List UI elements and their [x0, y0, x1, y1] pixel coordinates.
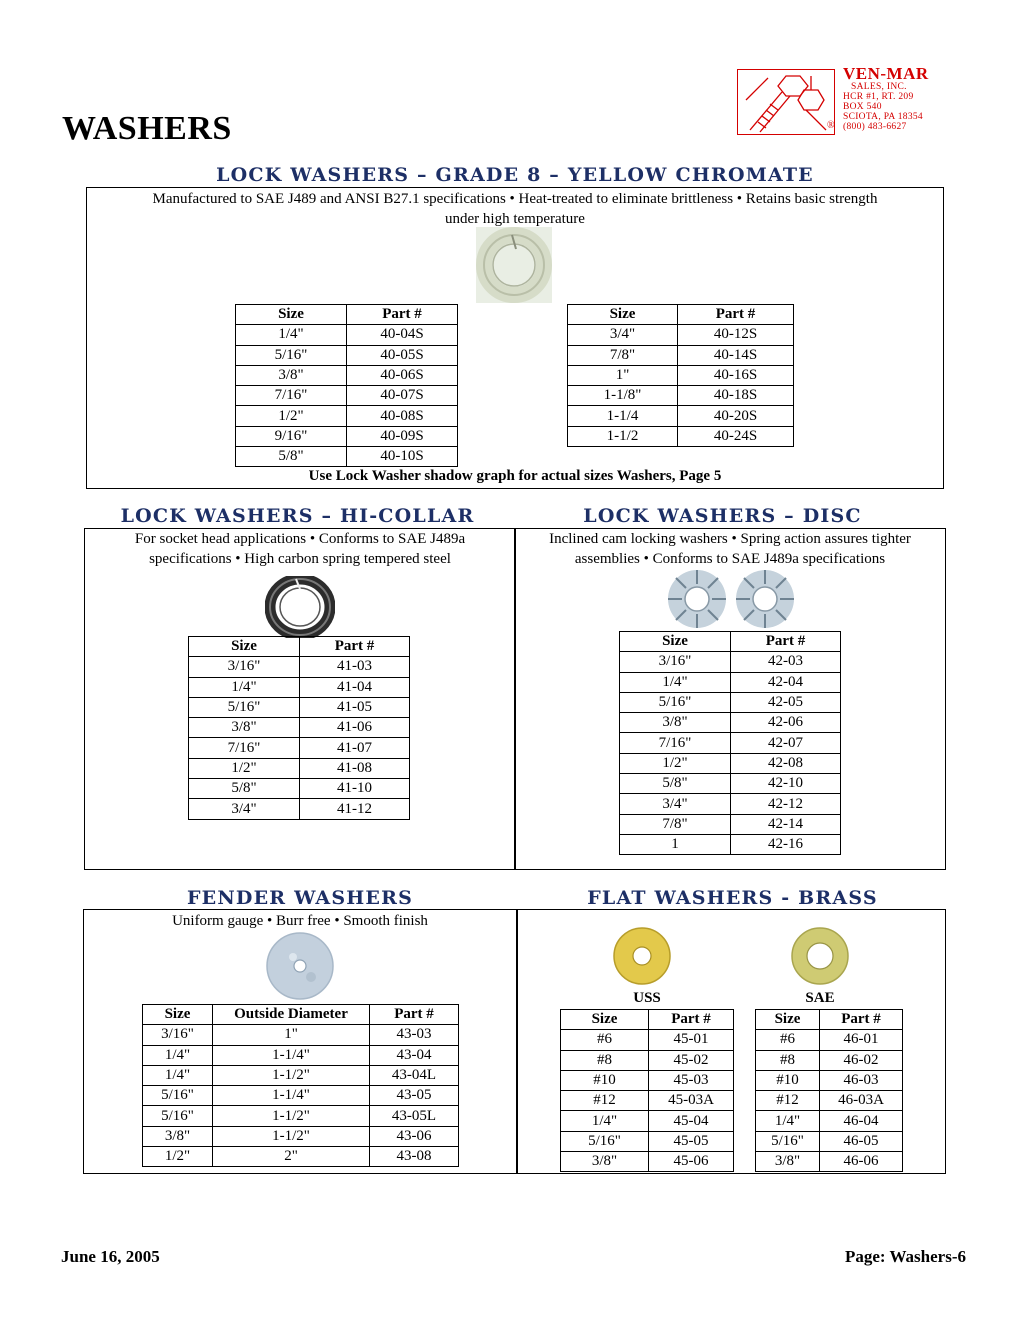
table-row	[143, 1045, 459, 1065]
logo-text	[843, 66, 929, 132]
cell-size: 3/4"	[568, 325, 678, 345]
fender-description: Uniform gauge • Burr free • Smooth finish	[172, 913, 428, 929]
cell-od: 2"	[213, 1147, 370, 1167]
cell-size: 5/16"	[143, 1086, 213, 1106]
table-row	[620, 794, 841, 814]
table-row	[189, 779, 410, 799]
header-part: Part #	[731, 632, 841, 652]
uss-label: USS	[633, 990, 661, 1006]
table-row	[236, 406, 458, 426]
table-row	[236, 447, 458, 467]
cell-size: 1	[620, 834, 731, 854]
cell-part: 43-06	[370, 1126, 459, 1146]
cell-part: 45-03	[649, 1070, 734, 1090]
table-row	[756, 1070, 903, 1090]
table-row	[756, 1111, 903, 1131]
cell-size: #8	[756, 1050, 820, 1070]
table-row	[143, 1147, 459, 1167]
cell-size: 5/16"	[620, 692, 731, 712]
table-row	[189, 677, 410, 697]
table-row	[561, 1131, 734, 1151]
cell-part: 40-09S	[347, 426, 458, 446]
cell-od: 1-1/4"	[213, 1045, 370, 1065]
table-row	[756, 1050, 903, 1070]
grade8-table-left	[235, 304, 458, 467]
disc-table	[619, 631, 841, 855]
cell-size: 1-1/4	[568, 406, 678, 426]
header-part: Part #	[678, 305, 794, 325]
cell-size: 7/8"	[620, 814, 731, 834]
table-row	[236, 365, 458, 385]
table-row	[620, 753, 841, 773]
logo-company-name: VEN-MAR	[843, 64, 929, 83]
cell-size: 1/2"	[143, 1147, 213, 1167]
header-size: Size	[568, 305, 678, 325]
table-row	[620, 834, 841, 854]
table-row	[143, 1106, 459, 1126]
cell-size: #12	[756, 1091, 820, 1111]
table-row	[143, 1126, 459, 1146]
desc-line: assemblies • Conforms to SAE J489a specifications	[574, 551, 886, 567]
registered-mark: ®	[827, 120, 835, 131]
cell-part: 40-06S	[347, 365, 458, 385]
panel-divider	[516, 909, 518, 1174]
cell-part: 41-05	[300, 697, 410, 717]
cell-part: 41-03	[300, 657, 410, 677]
table-row	[620, 652, 841, 672]
cell-part: 41-12	[300, 799, 410, 819]
cell-size: #8	[561, 1050, 649, 1070]
hicollar-description	[88, 529, 512, 569]
table-row	[189, 657, 410, 677]
cell-part: 46-03A	[820, 1091, 903, 1111]
header-size: Size	[143, 1005, 213, 1025]
footer-date: June 16, 2005	[61, 1247, 160, 1266]
table-row	[756, 1131, 903, 1151]
desc-line: For socket head applications • Conforms to SAE J489a	[134, 531, 466, 547]
cell-size: #10	[756, 1070, 820, 1090]
table-row	[568, 426, 794, 446]
table-row	[620, 814, 841, 834]
cell-size: 1/4"	[561, 1111, 649, 1131]
header-size: Size	[620, 632, 731, 652]
cell-part: 40-14S	[678, 345, 794, 365]
table-row	[568, 365, 794, 385]
grade8-note: Use Lock Washer shadow graph for actual sizes Washers, Page 5	[308, 468, 722, 484]
cell-part: 46-05	[820, 1131, 903, 1151]
cell-size: 1/4"	[236, 325, 347, 345]
logo-line: HCR #1, RT. 209	[843, 92, 914, 102]
table-row	[568, 325, 794, 345]
sae-brass-washer-image	[790, 926, 850, 986]
cell-part: 46-02	[820, 1050, 903, 1070]
cell-part: 45-01	[649, 1030, 734, 1050]
cell-size: 7/16"	[236, 386, 347, 406]
cell-size: 5/16"	[143, 1106, 213, 1126]
cell-size: 5/8"	[620, 774, 731, 794]
cell-part: 42-12	[731, 794, 841, 814]
cell-part: 41-04	[300, 677, 410, 697]
grade8-table-right	[567, 304, 794, 447]
cell-size: 7/16"	[620, 733, 731, 753]
table-row	[236, 386, 458, 406]
cell-part: 41-06	[300, 718, 410, 738]
fender-washer-image	[265, 931, 335, 1001]
table-row	[561, 1091, 734, 1111]
table-row	[620, 733, 841, 753]
section-title-disc: LOCK WASHERS – DISC	[583, 505, 862, 527]
table-row	[561, 1152, 734, 1172]
cell-size: 1-1/2	[568, 426, 678, 446]
table-row	[561, 1070, 734, 1090]
cell-part: 40-07S	[347, 386, 458, 406]
cell-size: 1/2"	[236, 406, 347, 426]
logo-line: BOX 540	[843, 102, 882, 112]
table-row	[236, 426, 458, 446]
table-row	[189, 697, 410, 717]
grade8-description	[90, 189, 940, 229]
cell-part: 42-08	[731, 753, 841, 773]
table-row	[189, 738, 410, 758]
section-title-grade8: LOCK WASHERS – GRADE 8 – YELLOW CHROMATE	[216, 164, 814, 186]
cell-size: 3/4"	[620, 794, 731, 814]
table-row	[189, 718, 410, 738]
cell-part: 46-01	[820, 1030, 903, 1050]
cell-part: 45-04	[649, 1111, 734, 1131]
cell-part: 40-08S	[347, 406, 458, 426]
cell-part: 42-16	[731, 834, 841, 854]
cell-part: 40-10S	[347, 447, 458, 467]
table-row	[143, 1025, 459, 1045]
cell-part: 46-04	[820, 1111, 903, 1131]
cell-size: 7/8"	[568, 345, 678, 365]
panel-divider	[514, 528, 516, 870]
sae-label: SAE	[805, 990, 835, 1006]
table-row	[620, 713, 841, 733]
table-row	[236, 345, 458, 365]
cell-part: 41-10	[300, 779, 410, 799]
table-row	[568, 386, 794, 406]
company-logo	[737, 66, 957, 138]
cell-od: 1-1/2"	[213, 1065, 370, 1085]
header-size: Size	[236, 305, 347, 325]
cell-size: 1/2"	[620, 753, 731, 773]
cell-size: #6	[561, 1030, 649, 1050]
logo-bolt-graphic	[737, 69, 835, 135]
logo-line: SALES, INC.	[851, 82, 907, 92]
table-row	[620, 672, 841, 692]
cell-part: 40-12S	[678, 325, 794, 345]
table-row	[620, 692, 841, 712]
cell-od: 1-1/4"	[213, 1086, 370, 1106]
header-part: Part #	[300, 637, 410, 657]
table-row	[561, 1050, 734, 1070]
disc-washers-image	[663, 568, 803, 630]
cell-part: 42-07	[731, 733, 841, 753]
header-part: Part #	[370, 1005, 459, 1025]
header-part: Part #	[820, 1010, 903, 1030]
header-size: Size	[561, 1010, 649, 1030]
hicollar-table	[188, 636, 410, 820]
header-part: Part #	[649, 1010, 734, 1030]
cell-size: 5/16"	[236, 345, 347, 365]
cell-part: 41-07	[300, 738, 410, 758]
cell-od: 1-1/2"	[213, 1106, 370, 1126]
table-row	[568, 345, 794, 365]
cell-size: 3/8"	[236, 365, 347, 385]
cell-size: 5/8"	[236, 447, 347, 467]
cell-part: 46-03	[820, 1070, 903, 1090]
table-row	[143, 1086, 459, 1106]
cell-size: 5/16"	[756, 1131, 820, 1151]
cell-size: 5/16"	[561, 1131, 649, 1151]
cell-size: #10	[561, 1070, 649, 1090]
table-row	[189, 758, 410, 778]
cell-od: 1-1/2"	[213, 1126, 370, 1146]
desc-line: Inclined cam locking washers • Spring action assures tighter	[549, 531, 911, 547]
cell-size: 1/2"	[189, 758, 300, 778]
table-row	[236, 325, 458, 345]
logo-line: (800) 483-6627	[843, 122, 907, 132]
cell-od: 1"	[213, 1025, 370, 1045]
cell-size: 3/8"	[620, 713, 731, 733]
cell-part: 43-03	[370, 1025, 459, 1045]
page-title: WASHERS	[62, 110, 232, 147]
cell-size: 1-1/8"	[568, 386, 678, 406]
cell-size: 3/8"	[143, 1126, 213, 1146]
cell-size: 1/4"	[189, 677, 300, 697]
section-title-hicollar: LOCK WASHERS – HI-COLLAR	[120, 505, 475, 527]
table-row	[143, 1065, 459, 1085]
cell-part: 40-18S	[678, 386, 794, 406]
cell-part: 40-04S	[347, 325, 458, 345]
cell-size: 5/8"	[189, 779, 300, 799]
cell-size: #6	[756, 1030, 820, 1050]
cell-part: 45-06	[649, 1152, 734, 1172]
table-row	[756, 1152, 903, 1172]
header-part: Part #	[347, 305, 458, 325]
footer-page-number: Page: Washers-6	[844, 1247, 966, 1266]
cell-part: 45-02	[649, 1050, 734, 1070]
sae-table	[755, 1009, 903, 1172]
table-row	[189, 799, 410, 819]
cell-part: 41-08	[300, 758, 410, 778]
lock-washer-yellow-image	[476, 227, 552, 303]
cell-size: 1/4"	[620, 672, 731, 692]
cell-part: 43-08	[370, 1147, 459, 1167]
section-title-brass: FLAT WASHERS - BRASS	[587, 887, 878, 909]
fender-table	[142, 1004, 459, 1167]
logo-line: SCIOTA, PA 18354	[843, 112, 923, 122]
section-title-fender: FENDER WASHERS	[186, 887, 414, 909]
cell-part: 42-04	[731, 672, 841, 692]
desc-line: under high temperature	[445, 211, 585, 227]
header-size: Size	[756, 1010, 820, 1030]
cell-size: 1/4"	[143, 1065, 213, 1085]
cell-size: 1/4"	[756, 1111, 820, 1131]
table-row	[620, 774, 841, 794]
table-row	[756, 1091, 903, 1111]
uss-brass-washer-image	[612, 926, 672, 986]
disc-description	[517, 529, 943, 569]
cell-part: 45-03A	[649, 1091, 734, 1111]
cell-part: 43-04L	[370, 1065, 459, 1085]
table-row	[561, 1030, 734, 1050]
cell-size: 3/16"	[143, 1025, 213, 1045]
uss-table	[560, 1009, 734, 1172]
cell-size: 3/8"	[561, 1152, 649, 1172]
cell-part: 40-24S	[678, 426, 794, 446]
cell-size: 1"	[568, 365, 678, 385]
cell-size: 3/4"	[189, 799, 300, 819]
cell-part: 43-05L	[370, 1106, 459, 1126]
cell-size: 5/16"	[189, 697, 300, 717]
hicollar-washer-image	[265, 576, 335, 638]
cell-size: 7/16"	[189, 738, 300, 758]
desc-line: specifications • High carbon spring tempered steel	[149, 551, 451, 567]
cell-part: 43-05	[370, 1086, 459, 1106]
cell-part: 42-14	[731, 814, 841, 834]
cell-part: 42-03	[731, 652, 841, 672]
cell-size: 1/4"	[143, 1045, 213, 1065]
cell-part: 42-06	[731, 713, 841, 733]
cell-size: 3/16"	[189, 657, 300, 677]
cell-size: 3/16"	[620, 652, 731, 672]
cell-part: 42-10	[731, 774, 841, 794]
cell-size: 3/8"	[756, 1152, 820, 1172]
cell-part: 43-04	[370, 1045, 459, 1065]
cell-size: 3/8"	[189, 718, 300, 738]
table-row	[568, 406, 794, 426]
cell-part: 45-05	[649, 1131, 734, 1151]
table-row	[756, 1030, 903, 1050]
cell-part: 40-05S	[347, 345, 458, 365]
cell-part: 42-05	[731, 692, 841, 712]
cell-size: #12	[561, 1091, 649, 1111]
cell-part: 40-16S	[678, 365, 794, 385]
header-outside-diameter: Outside Diameter	[213, 1005, 370, 1025]
cell-part: 40-20S	[678, 406, 794, 426]
table-row	[561, 1111, 734, 1131]
cell-part: 46-06	[820, 1152, 903, 1172]
header-size: Size	[189, 637, 300, 657]
cell-size: 9/16"	[236, 426, 347, 446]
desc-line: Manufactured to SAE J489 and ANSI B27.1 specifications • Heat-treated to eliminate brittleness • Retains basic strength	[152, 191, 878, 207]
